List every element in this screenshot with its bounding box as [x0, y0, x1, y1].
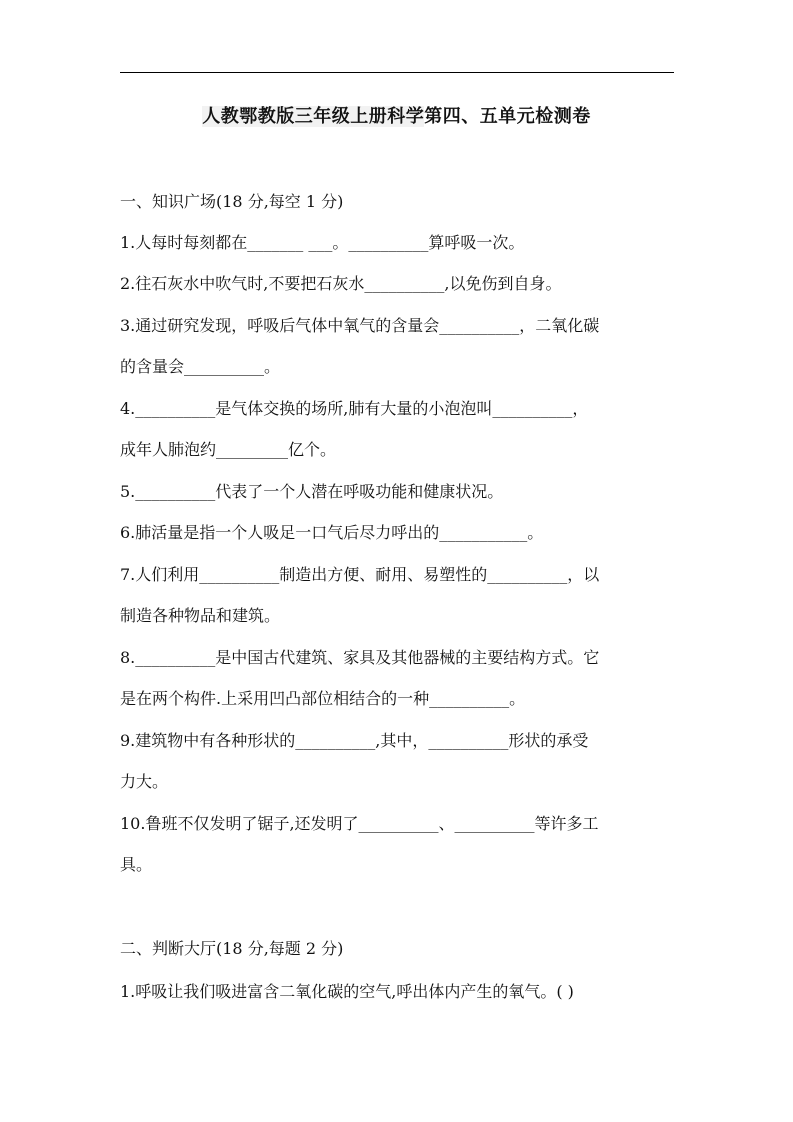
- title-highlight: 人教鄂教版三年级上册科学: [202, 106, 425, 127]
- question-line: 制造各种物品和建筑。: [120, 606, 281, 625]
- question-line: 9.建筑物中有各种形状的__________,其中，__________形状的承受: [120, 731, 589, 750]
- question-line: 力大。: [120, 772, 169, 791]
- question-line: 3.通过研究发现，呼吸后气体中氧气的含量会__________，二氧化碳: [120, 316, 600, 335]
- question-line: 5.__________代表了一个人潜在呼吸功能和健康状况。: [120, 482, 504, 501]
- question-line: 成年人肺泡约_________亿个。: [120, 440, 337, 459]
- question-line: 4.__________是气体交换的场所,肺有大量的小泡泡叫__________，: [120, 399, 589, 418]
- question-line: 是在两个构件.上采用凹凸部位相结合的一种__________。: [120, 689, 526, 708]
- title-rest: 第四、五单元检测卷: [424, 106, 591, 127]
- section-heading-judgement: 二、判断大厅(18 分,每题 2 分): [120, 939, 344, 958]
- question-line: 2.往石灰水中吹气时,不要把石灰水__________,以免伤到自身。: [120, 274, 562, 293]
- question-line: 的含量会__________。: [120, 357, 281, 376]
- question-line: 6.肺活量是指一个人吸足一口气后尽力呼出的___________。: [120, 523, 544, 542]
- question-line: 具。: [120, 855, 153, 874]
- question-line: 1.人每时每刻都在_______ ___。__________算呼吸一次。: [120, 233, 525, 252]
- header-rule: [120, 72, 674, 73]
- question-line: 8.__________是中国古代建筑、家具及其他器械的主要结构方式。它: [120, 648, 600, 667]
- question-line: 10.鲁班不仅发明了锯子,还发明了__________、__________等许多工: [120, 814, 599, 833]
- section-heading-knowledge: 一、知识广场(18 分,每空 1 分): [120, 192, 344, 211]
- question-line: 7.人们利用__________制造出方便、耐用、易塑性的__________，以: [120, 565, 600, 584]
- document-title: [0, 104, 793, 130]
- question-line: 1.呼吸让我们吸进富含二氧化碳的空气,呼出体内产生的氧气。( ): [120, 982, 574, 1001]
